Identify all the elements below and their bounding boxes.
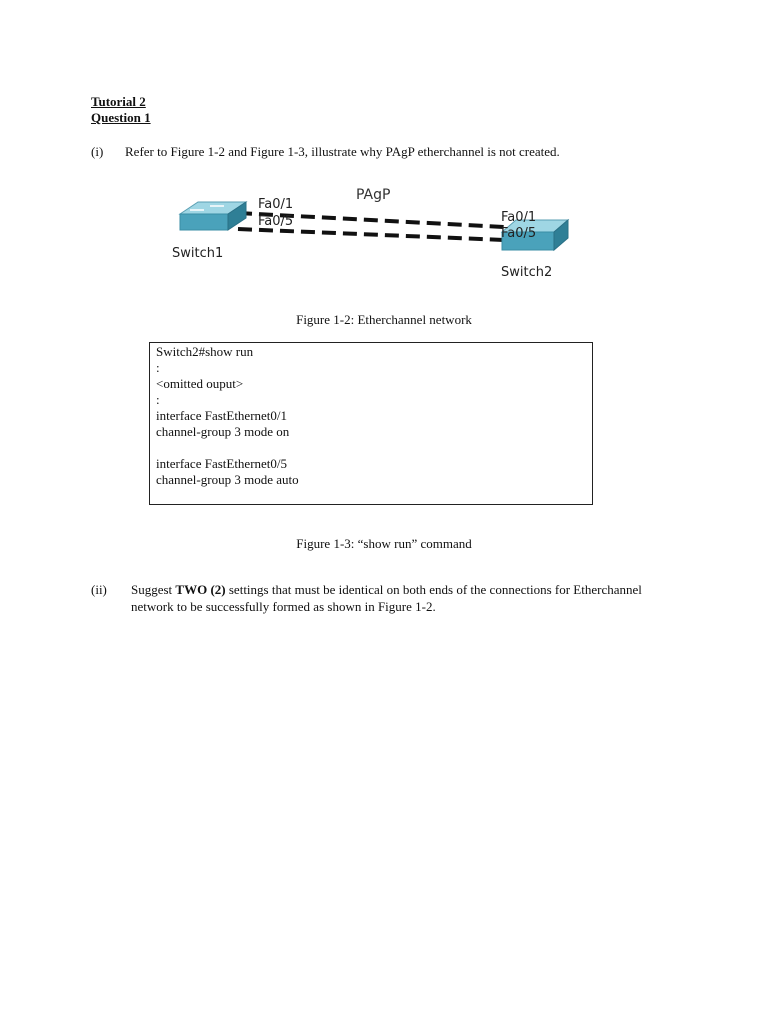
code-line: channel-group 3 mode on (156, 424, 290, 439)
code-line: interface FastEthernet0/1 (156, 408, 288, 423)
switch2-port-fa0-1: Fa0/1 (501, 210, 537, 225)
etherchannel-diagram (160, 180, 600, 285)
code-line: : (156, 392, 160, 407)
part-ii-text-before: Suggest (131, 582, 176, 597)
code-line: interface FastEthernet0/5 (156, 456, 288, 471)
part-ii-text-line2: network to be successfully formed as shown in Figure 1-2. (131, 599, 436, 614)
switch1-label: Switch1 (172, 246, 224, 261)
pagp-label: PAgP (356, 187, 391, 203)
tutorial-heading: Tutorial 2 (91, 94, 146, 109)
figure-1-3-caption: Figure 1-3: “show run” command (296, 536, 472, 551)
link-fa0-5 (238, 229, 504, 240)
question-heading: Question 1 (91, 110, 151, 125)
figure-1-2-caption: Figure 1-2: Etherchannel network (296, 312, 472, 327)
part-ii-text-after: settings that must be identical on both ends of the connections for Etherchannel (225, 582, 642, 597)
show-run-output (149, 342, 593, 505)
switch1-port-fa0-5: Fa0/5 (258, 214, 294, 229)
switch1-port-fa0-1: Fa0/1 (258, 197, 294, 212)
part-i-text: Refer to Figure 1-2 and Figure 1-3, illustrate why PAgP etherchannel is not created. (125, 144, 560, 159)
code-line (156, 440, 586, 456)
code-line: : (156, 360, 160, 375)
code-line: <omitted ouput> (156, 376, 244, 391)
part-ii-emphasis: TWO (2) (175, 582, 226, 597)
switch2-label: Switch2 (501, 265, 553, 280)
code-line: Switch2#show run (156, 344, 254, 359)
part-ii-text (131, 581, 642, 598)
part-ii-number: (ii) (91, 582, 107, 597)
switch1-icon (180, 202, 246, 230)
switch2-port-fa0-5: Fa0/5 (501, 226, 537, 241)
part-i-number: (i) (91, 144, 104, 159)
code-line: channel-group 3 mode auto (156, 472, 299, 487)
